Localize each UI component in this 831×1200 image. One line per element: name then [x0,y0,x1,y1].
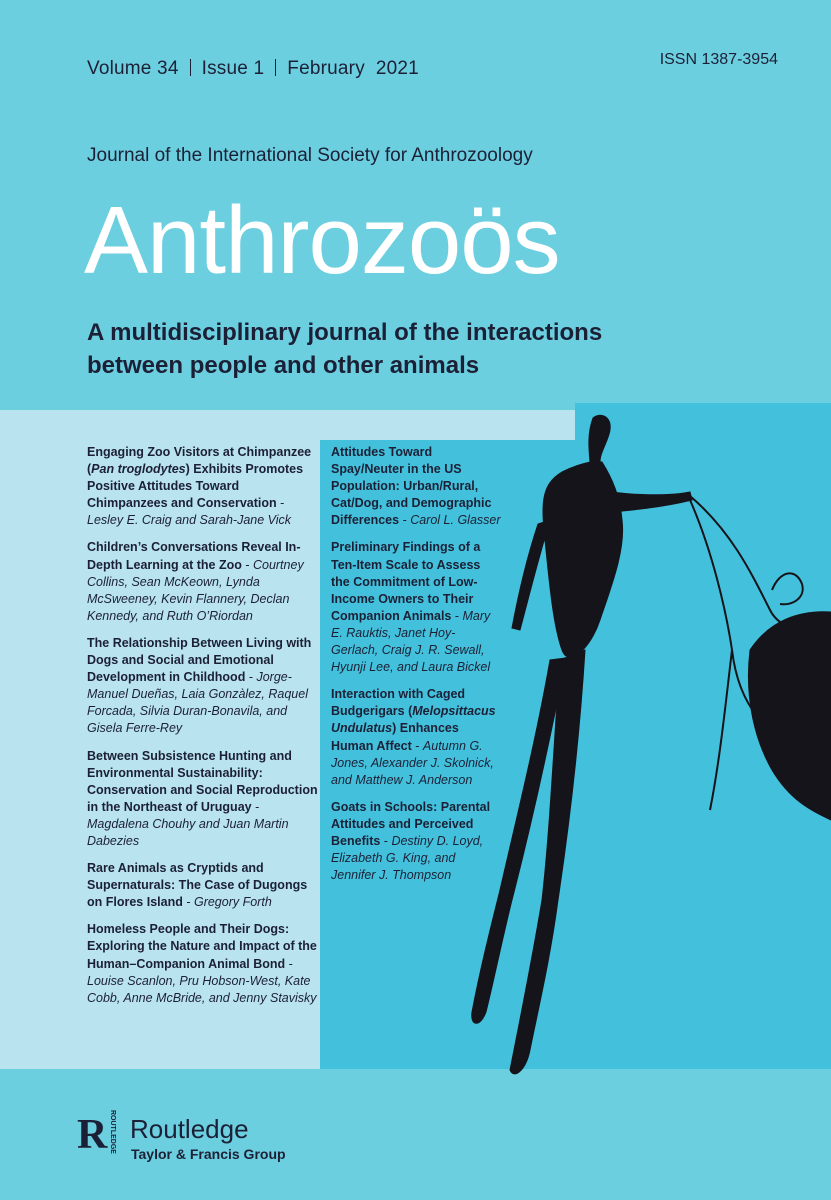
article-title: Children’s Conversations Reveal In-Depth Learning at the Zoo [87,540,301,572]
article-title: Homeless People and Their Dogs: Exploring the Nature and Impact of the Human–Companion Animal Bond [87,922,317,971]
figure-head [589,415,610,462]
article-title: Interaction with Caged Budgerigars (Melopsittacus Undulatus) Enhances Human Affect [331,687,496,753]
divider [275,59,276,76]
issue-label: Issue 1 [201,58,265,79]
article-title: Engaging Zoo Visitors at Chimpanzee (Pan troglodytes) Exhibits Promotes Positive Attitudes Toward Chimpanzees and Conservation [87,445,312,511]
routledge-logo-icon [75,1108,117,1168]
article-authors: Louise Scanlon, Pru Hobson-West, Kate Cobb, Anne McBride, and Jenny Stavisky [87,973,317,1005]
contents-right-column [331,444,501,894]
article-item: Engaging Zoo Visitors at Chimpanzee (Pan troglodytes) Exhibits Promotes Positive Attitudes Toward Chimpanzees and Conservation - Lesley E. Craig and Sarah-Jane Vick [87,445,312,528]
publisher-logo [75,1108,285,1168]
divider [190,59,191,76]
publisher-name: Routledge [130,1114,249,1144]
article-authors: Carol L. Glasser [410,513,501,528]
article-authors: Mary E. Rauktis, Janet Hoy-Gerlach, Craig J. R. Sewall, Hyunji Lee, and Laura Bickel [331,608,491,675]
animal-figure [748,612,831,820]
article-item: Between Subsistence Hunting and Environmental Sustainability: Conservation and Social Reproduction in the Northeast of Uruguay - Magdalena Chouhy and Juan Martin Dabezies [87,748,318,848]
animal-ear [772,573,803,604]
article-authors: Magdalena Chouhy and Juan Martin Dabezies [87,816,289,848]
journal-subtitle: A multidisciplinary journal of the interactions between people and other animals [87,319,603,379]
article-authors: Lesley E. Craig and Sarah-Jane Vick [87,513,292,528]
article-item: Preliminary Findings of a Ten-Item Scale to Assess the Commitment of Low-Income Owners to Their Companion Animals - Mary E. Rauktis, Janet Hoy-Gerlach, Craig J. R. Sewall, Hyunji Lee, and Laura Bickel [331,540,491,675]
article-authors: Jorge-Manuel Dueñas, Laia Gonzàlez, Raquel Forcada, Silvia Duran-Bonavila, and Gisela Ferre-Rey [87,670,308,736]
figure-arm-left [512,520,550,630]
article-authors: Destiny D. Loyd, Elizabeth G. King, and Jennifer J. Thompson [331,833,484,883]
logo-letter: R [77,1112,108,1158]
article-authors: Courtney Collins, Sean McKeown, Lynda McSweeney, Kevin Flannery, Declan Kennedy, and Ruth O’Riordan [87,557,304,623]
animal-leg-outline [710,650,732,810]
article-item: Homeless People and Their Dogs: Exploring the Nature and Impact of the Human–Companion Animal Bond - Louise Scanlon, Pru Hobson-West, Kate Cobb, Anne McBride, and Jenny Stavisky [87,922,317,1005]
figure-arm [600,490,692,512]
cave-art-figure-illustration [450,400,831,1100]
contents-left-column [87,444,322,1017]
animal-outline [690,496,831,632]
date-label: February 2021 [287,58,419,79]
publisher-group: Taylor & Francis Group [131,1146,286,1162]
article-item: Children’s Conversations Reveal In-Depth Learning at the Zoo - Courtney Collins, Sean McKeown, Lynda McSweeney, Kevin Flannery, Declan Kennedy, and Ruth O’Riordan [87,540,304,623]
society-name: Journal of the International Society for Anthrozoology [87,145,533,166]
article-authors: Autumn G. Jones, Alexander J. Skolnick, and Matthew J. Anderson [331,738,494,787]
issn-label: ISSN 1387-3954 [659,51,778,68]
logo-vertical-text: ROUTLEDGE [109,1110,116,1154]
article-item: Rare Animals as Cryptids and Supernaturals: The Case of Dugongs on Flores Island - Gregory Forth [87,861,308,910]
figure-torso [543,462,623,657]
volume-label: Volume 34 [87,58,179,79]
article-authors: Gregory Forth [193,895,272,910]
article-item: Goats in Schools: Parental Attitudes and Perceived Benefits - Destiny D. Loyd, Elizabeth G. King, and Jennifer J. Thompson [331,799,491,883]
article-title: Goats in Schools: Parental Attitudes and Perceived Benefits [331,799,491,848]
article-title: The Relationship Between Living with Dogs and Social and Emotional Development in Childhood [87,635,312,685]
article-title: Attitudes Toward Spay/Neuter in the US Population: Urban/Rural, Cat/Dog, and Demographic Differences [331,445,492,528]
journal-title: Anthrozoös [84,187,560,294]
article-title: Preliminary Findings of a Ten-Item Scale to Assess the Commitment of Low-Income Owners to Their Companion Animals [331,540,481,623]
article-item: Interaction with Caged Budgerigars (Melopsittacus Undulatus) Enhances Human Affect - Autumn G. Jones, Alexander J. Skolnick, and Matthew J. Anderson [331,687,496,787]
article-title: Between Subsistence Hunting and Environmental Sustainability: Conservation and Social Reproduction in the Northeast of Uruguay [87,748,318,814]
article-item: The Relationship Between Living with Dogs and Social and Emotional Development in Childhood - Jorge-Manuel Dueñas, Laia Gonzàlez, Raquel Forcada, Silvia Duran-Bonavila, and Gisela Ferre-Rey [87,635,312,736]
issue-line [87,58,419,80]
article-title: Rare Animals as Cryptids and Supernaturals: The Case of Dugongs on Flores Island [87,861,308,910]
article-item: Attitudes Toward Spay/Neuter in the US Population: Urban/Rural, Cat/Dog, and Demographic Differences - Carol L. Glasser [331,445,501,528]
